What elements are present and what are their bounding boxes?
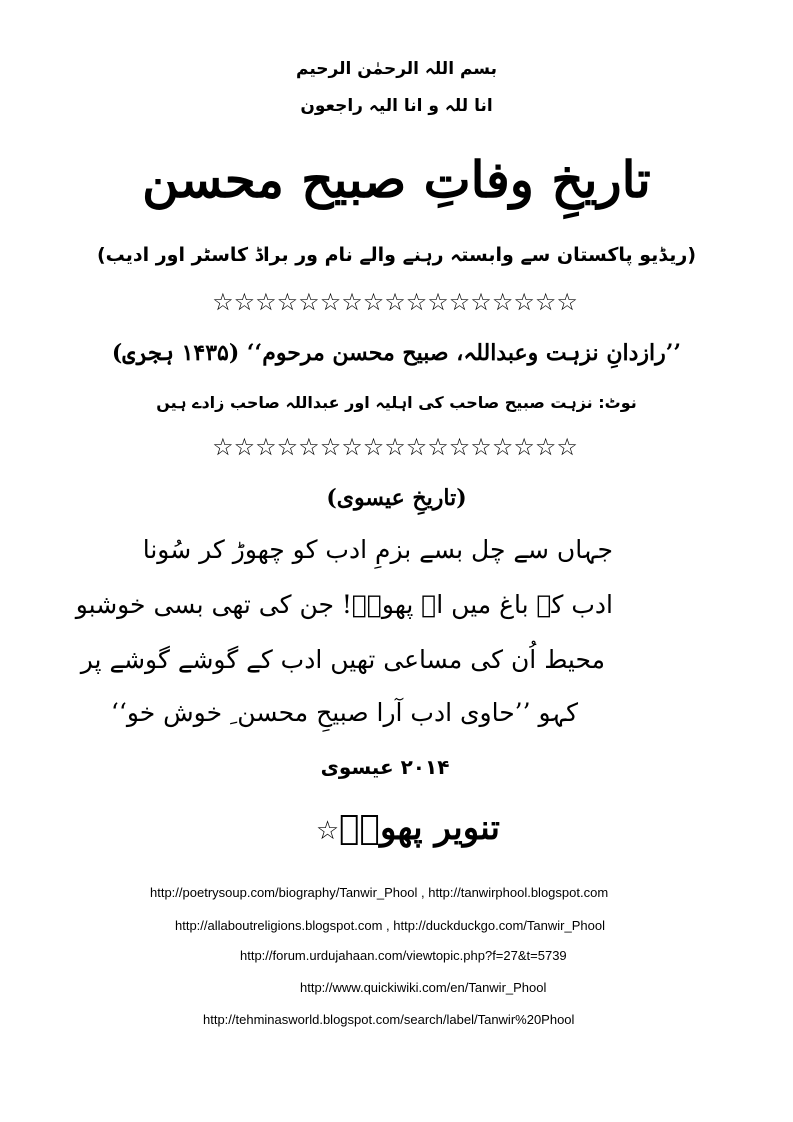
link-line-2[interactable]: http://allaboutreligions.blogspot.com , http://duckduckgo.com/Tanwir_Phool <box>175 918 605 933</box>
tarikh-heading: (تاریخِ عیسوی) <box>326 485 467 511</box>
subtitle: (ریڈیو پاکستان سے وابستہ رہنے والے نام ور براڈ کاسٹر اور ادیب) <box>96 244 697 266</box>
link-line-4[interactable]: http://www.quickiwiki.com/en/Tanwir_Phool <box>300 980 547 995</box>
year-line: ۲۰۱۴ عیسوی <box>320 755 450 779</box>
link-line-5[interactable]: http://tehminasworld.blogspot.com/search/label/Tanwir%20Phool <box>203 1012 575 1027</box>
poem-line-4: کہو ’’حاوی ادب آرا صبیحِ محسن ِ خوش خو‘‘ <box>110 698 578 727</box>
star-divider-bottom: ☆☆☆☆☆☆☆☆☆☆☆☆☆☆☆☆☆ <box>212 433 578 461</box>
link-line-3[interactable]: http://forum.urdujahaan.com/viewtopic.php?f=27&t=5739 <box>240 948 567 963</box>
page-title: تاریخِ وفاتِ صبیح محسن <box>142 150 651 209</box>
link-line-1[interactable]: http://poetrysoup.com/biography/Tanwir_Phool , http://tanwirphool.blogspot.com <box>150 885 609 900</box>
star-divider-top: ☆☆☆☆☆☆☆☆☆☆☆☆☆☆☆☆☆ <box>212 288 578 316</box>
poem-line-1: جہاں سے چل بسے بزمِ ادب کو چھوڑ کر سُونا <box>142 535 613 564</box>
star-icon: ☆ <box>315 816 340 846</box>
signature-name: تنویر پھولؔ <box>339 808 500 848</box>
poem-line-3: محیط اُن کی مساعی تھیں ادب کے گوشے گوشے پر <box>80 645 605 674</box>
bismillah-line: بسم اللہ الرحمٰن الرحیم <box>296 59 497 79</box>
chronogram-line: ’’رازدانِ نزہت وعبداللہ، صبیح محسن مرحوم‘‘ (۱۴۳۵ ہجری) <box>111 340 682 366</box>
author-signature <box>315 808 500 858</box>
inna-lillah-line: انا للہ و انا الیہ راجعون <box>300 96 493 116</box>
note-line: نوٹ: نزہت صبیح صاحب کی اہلیہ اور عبداللہ صاحب زادے ہیں <box>156 393 637 412</box>
poem-line-2: ادب کے باغ میں اے پھولؔ! جن کی تھی بسی خوشبو <box>75 590 613 619</box>
